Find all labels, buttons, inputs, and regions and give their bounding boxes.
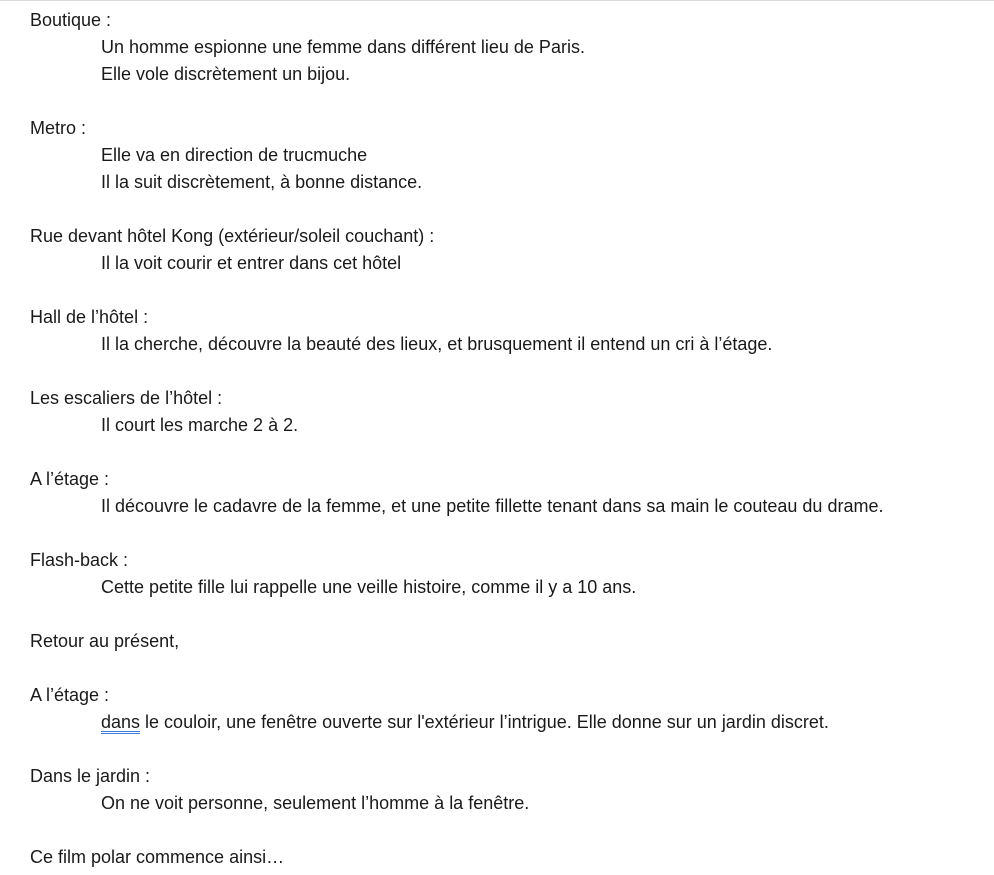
- blank-line: [30, 88, 990, 115]
- section-heading: Metro :: [30, 118, 87, 138]
- scene-line: Un homme espionne une femme dans différent lieu de Paris.: [101, 37, 585, 57]
- blank-line: [30, 277, 990, 304]
- document-body[interactable]: [30, 7, 990, 871]
- section-heading: Rue devant hôtel Kong (extérieur/soleil couchant) :: [30, 226, 435, 246]
- blank-line: [30, 520, 990, 547]
- scene-line: [30, 709, 990, 736]
- blank-line: [30, 439, 990, 466]
- blank-line: [30, 736, 990, 763]
- scene-line: Il court les marche 2 à 2.: [101, 415, 299, 435]
- scene-line-rest: le couloir, une fenêtre ouverte sur l'extérieur l’intrigue. Elle donne sur un jardin discret.: [140, 712, 829, 732]
- section-heading: Hall de l’hôtel :: [30, 307, 149, 327]
- scene-line: Cette petite fille lui rappelle une veille histoire, comme il y a 10 ans.: [101, 577, 637, 597]
- section-heading: Retour au présent,: [30, 631, 180, 651]
- closing-line: Ce film polar commence ainsi…: [30, 847, 285, 867]
- scene-line: On ne voit personne, seulement l’homme à la fenêtre.: [101, 793, 530, 813]
- section-heading: Dans le jardin :: [30, 766, 151, 786]
- scene-line: Il la voit courir et entrer dans cet hôtel: [101, 253, 402, 273]
- top-border: [0, 0, 994, 1]
- section-heading: Flash-back :: [30, 550, 129, 570]
- blank-line: [30, 196, 990, 223]
- scene-line: Elle va en direction de trucmuche: [101, 145, 368, 165]
- blank-line: [30, 655, 990, 682]
- section-heading: A l’étage :: [30, 685, 110, 705]
- spellcheck-flagged-word[interactable]: dans: [101, 712, 141, 732]
- scene-line: Il découvre le cadavre de la femme, et une petite fillette tenant dans sa main le couteau du drame.: [101, 496, 884, 516]
- blank-line: [30, 601, 990, 628]
- section-heading: A l’étage :: [30, 469, 110, 489]
- section-heading: Les escaliers de l’hôtel :: [30, 388, 223, 408]
- blank-line: [30, 358, 990, 385]
- scene-line: Il la cherche, découvre la beauté des lieux, et brusquement il entend un cri à l’étage.: [101, 334, 773, 354]
- scene-line: Il la suit discrètement, à bonne distance.: [101, 172, 423, 192]
- blank-line: [30, 817, 990, 844]
- section-heading: Boutique :: [30, 10, 112, 30]
- scene-line: Elle vole discrètement un bijou.: [101, 64, 351, 84]
